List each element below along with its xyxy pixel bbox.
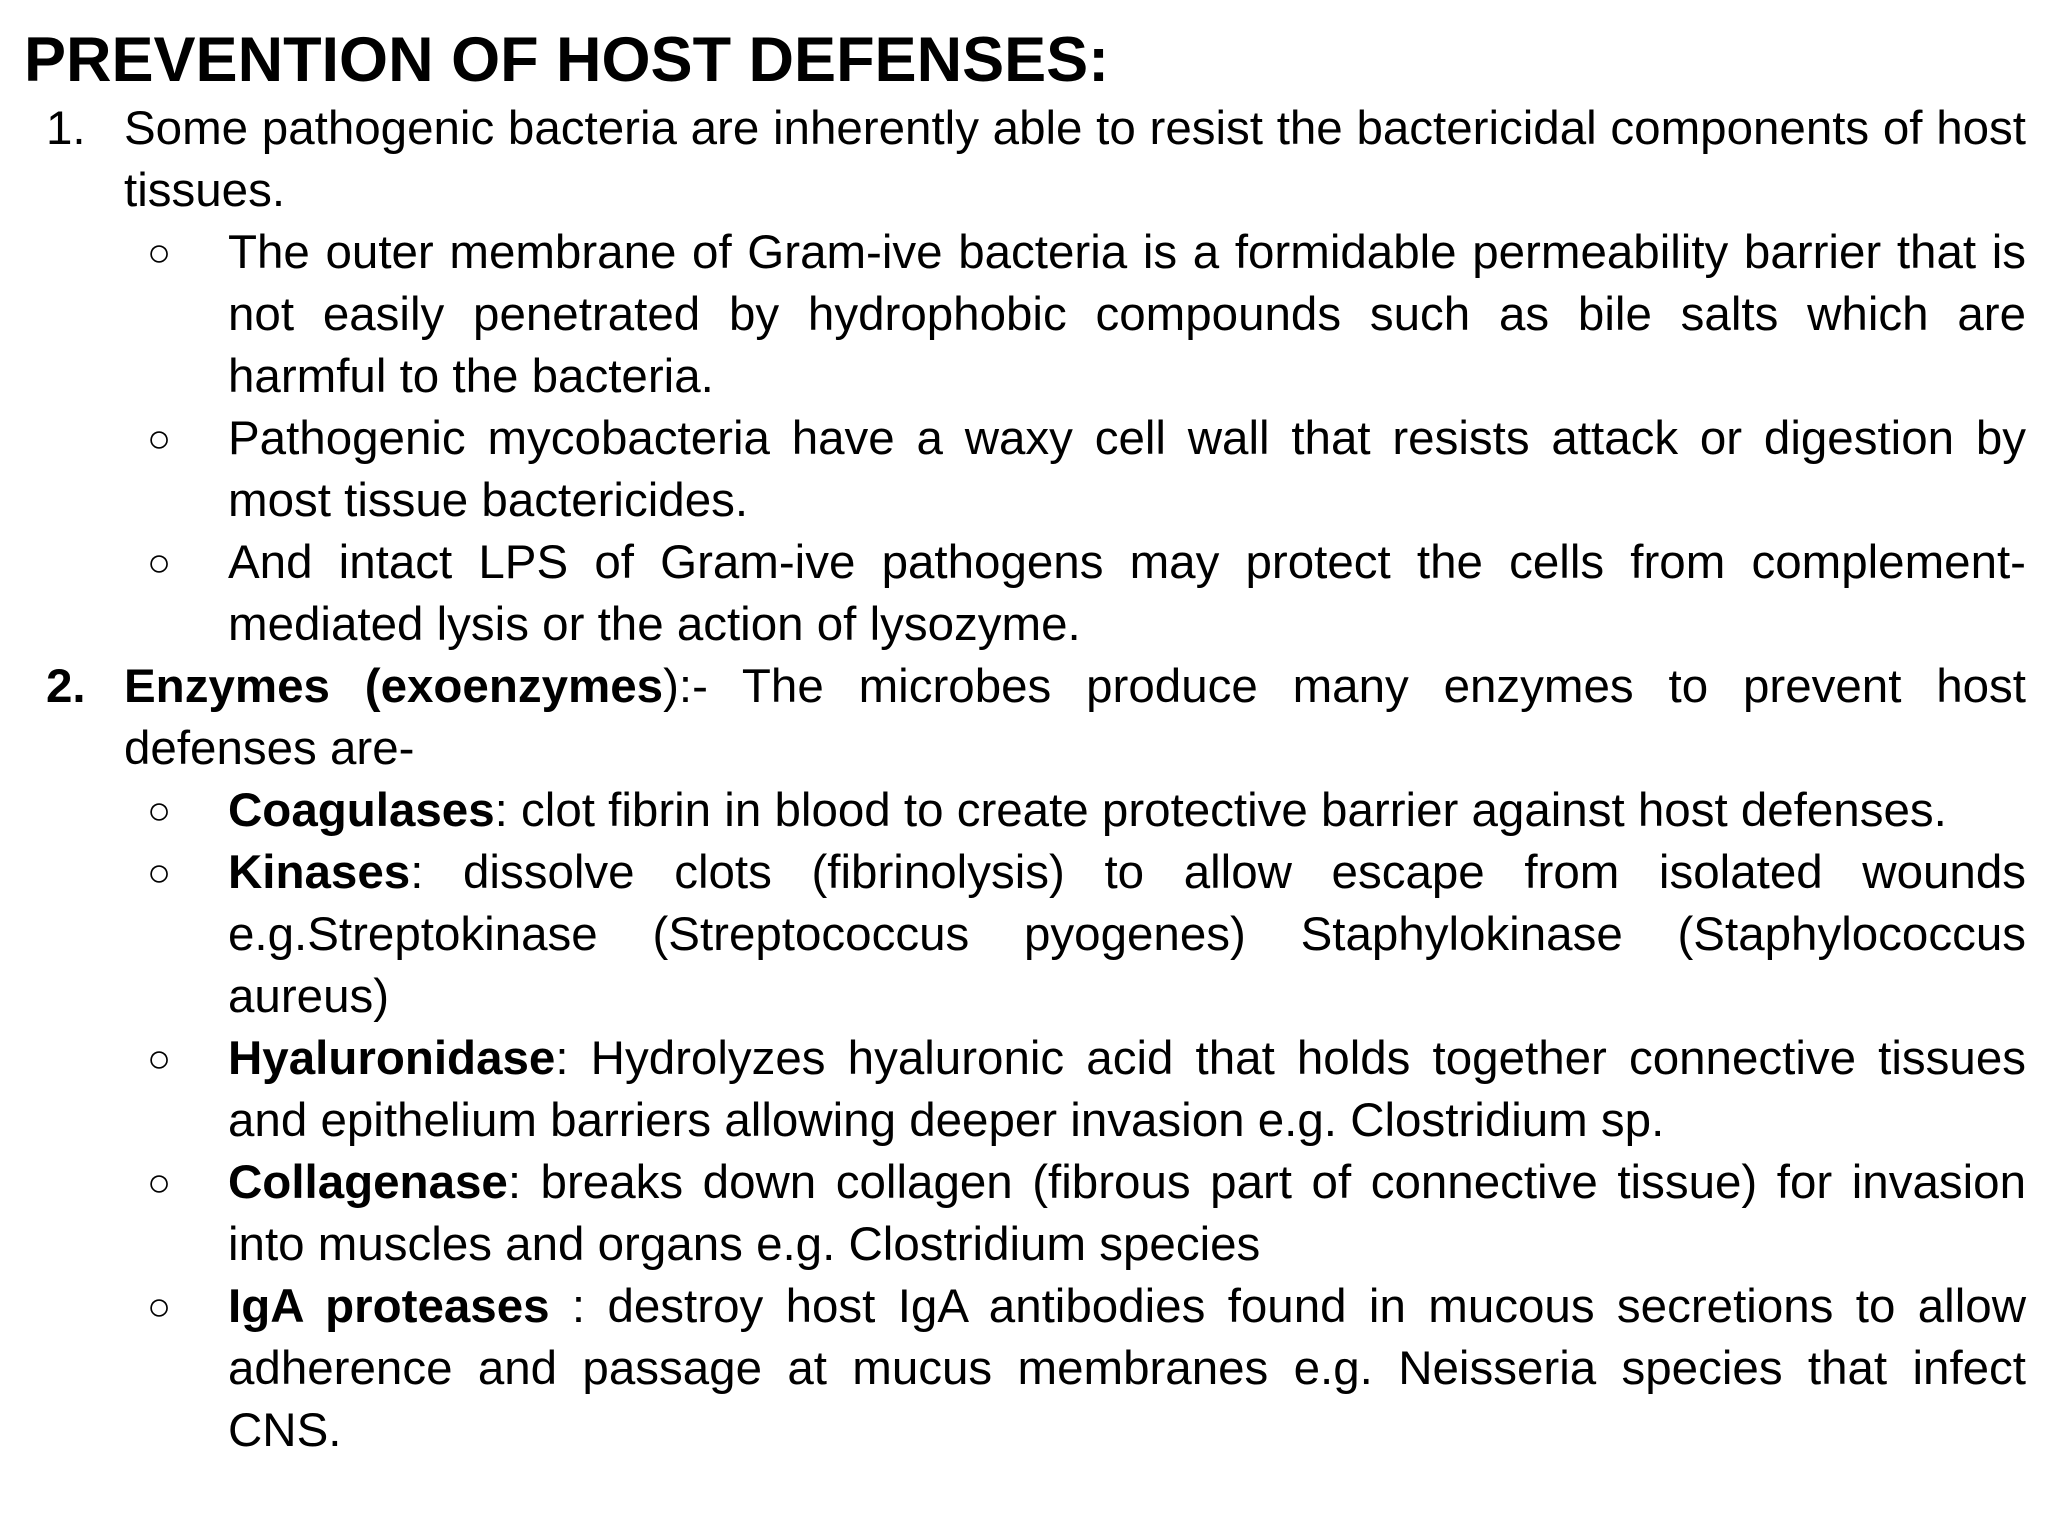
hollow-circle-bullet-icon: ○	[147, 851, 172, 895]
item-number: 1.	[46, 102, 86, 155]
sub-item	[24, 532, 2026, 656]
list-item-2	[24, 656, 2026, 780]
document-page	[24, 22, 2026, 1462]
sub-item-text: And intact LPS of Gram-ive pathogens may protect the cells from complement-mediated lysis or the action of lysozyme.	[228, 536, 2026, 651]
sub-item-hyaluronidase	[24, 1028, 2026, 1152]
sub-item-text: : clot fibrin in blood to create protective barrier against host defenses.	[494, 784, 1947, 837]
hollow-circle-bullet-icon: ○	[147, 231, 172, 275]
sub-item-text: The outer membrane of Gram-ive bacteria is a formidable permeability barrier that is not easily penetrated by hydrophobic compounds such as bile salts which are harmful to the bacteria.	[228, 226, 2026, 403]
sub-item	[24, 408, 2026, 532]
sub-item-text: Pathogenic mycobacteria have a waxy cell wall that resists attack or digestion by most tissue bactericides.	[228, 412, 2026, 527]
sub-item-text: : dissolve clots (fibrinolysis) to allow escape from isolated wounds e.g.Streptokinase (Streptococcus pyogenes) Staphylokinase (Staphylococcus aureus)	[228, 846, 2026, 1023]
sub-item-iga-proteases	[24, 1276, 2026, 1462]
sub-item-text: : destroy host IgA antibodies found in mucous secretions to allow adherence and passage at mucus membranes e.g. Neisseria species that infect CNS.	[228, 1280, 2026, 1457]
sub-item-term: Kinases	[228, 846, 411, 899]
sub-item-term: IgA proteases	[228, 1280, 550, 1333]
hollow-circle-bullet-icon: ○	[147, 1161, 172, 1205]
sub-item-term: Collagenase	[228, 1156, 508, 1209]
hollow-circle-bullet-icon: ○	[147, 789, 172, 833]
item-term: Enzymes (exoenzymes	[124, 660, 664, 713]
hollow-circle-bullet-icon: ○	[147, 1037, 172, 1081]
hollow-circle-bullet-icon: ○	[147, 417, 172, 461]
item-text: Some pathogenic bacteria are inherently able to resist the bactericidal components of host tissues.	[124, 102, 2026, 217]
sub-item-collagenase	[24, 1152, 2026, 1276]
hollow-circle-bullet-icon: ○	[147, 1285, 172, 1329]
sub-item-coagulases	[24, 780, 2026, 842]
sub-item	[24, 222, 2026, 408]
list-item-1	[24, 98, 2026, 222]
sub-item-text: : breaks down collagen (fibrous part of connective tissue) for invasion into muscles and organs e.g. Clostridium species	[228, 1156, 2026, 1271]
sub-item-term: Hyaluronidase	[228, 1032, 556, 1085]
page-title: PREVENTION OF HOST DEFENSES:	[24, 25, 1110, 95]
sub-item-term: Coagulases	[228, 784, 495, 837]
hollow-circle-bullet-icon: ○	[147, 541, 172, 585]
sub-item-kinases	[24, 842, 2026, 1028]
item-text: ):- The microbes produce many enzymes to prevent host defenses are-	[124, 660, 2027, 775]
sub-item-text: : Hydrolyzes hyaluronic acid that holds together connective tissues and epithelium barriers allowing deeper invasion e.g. Clostridium sp.	[228, 1032, 2026, 1147]
item-number: 2.	[46, 660, 86, 713]
